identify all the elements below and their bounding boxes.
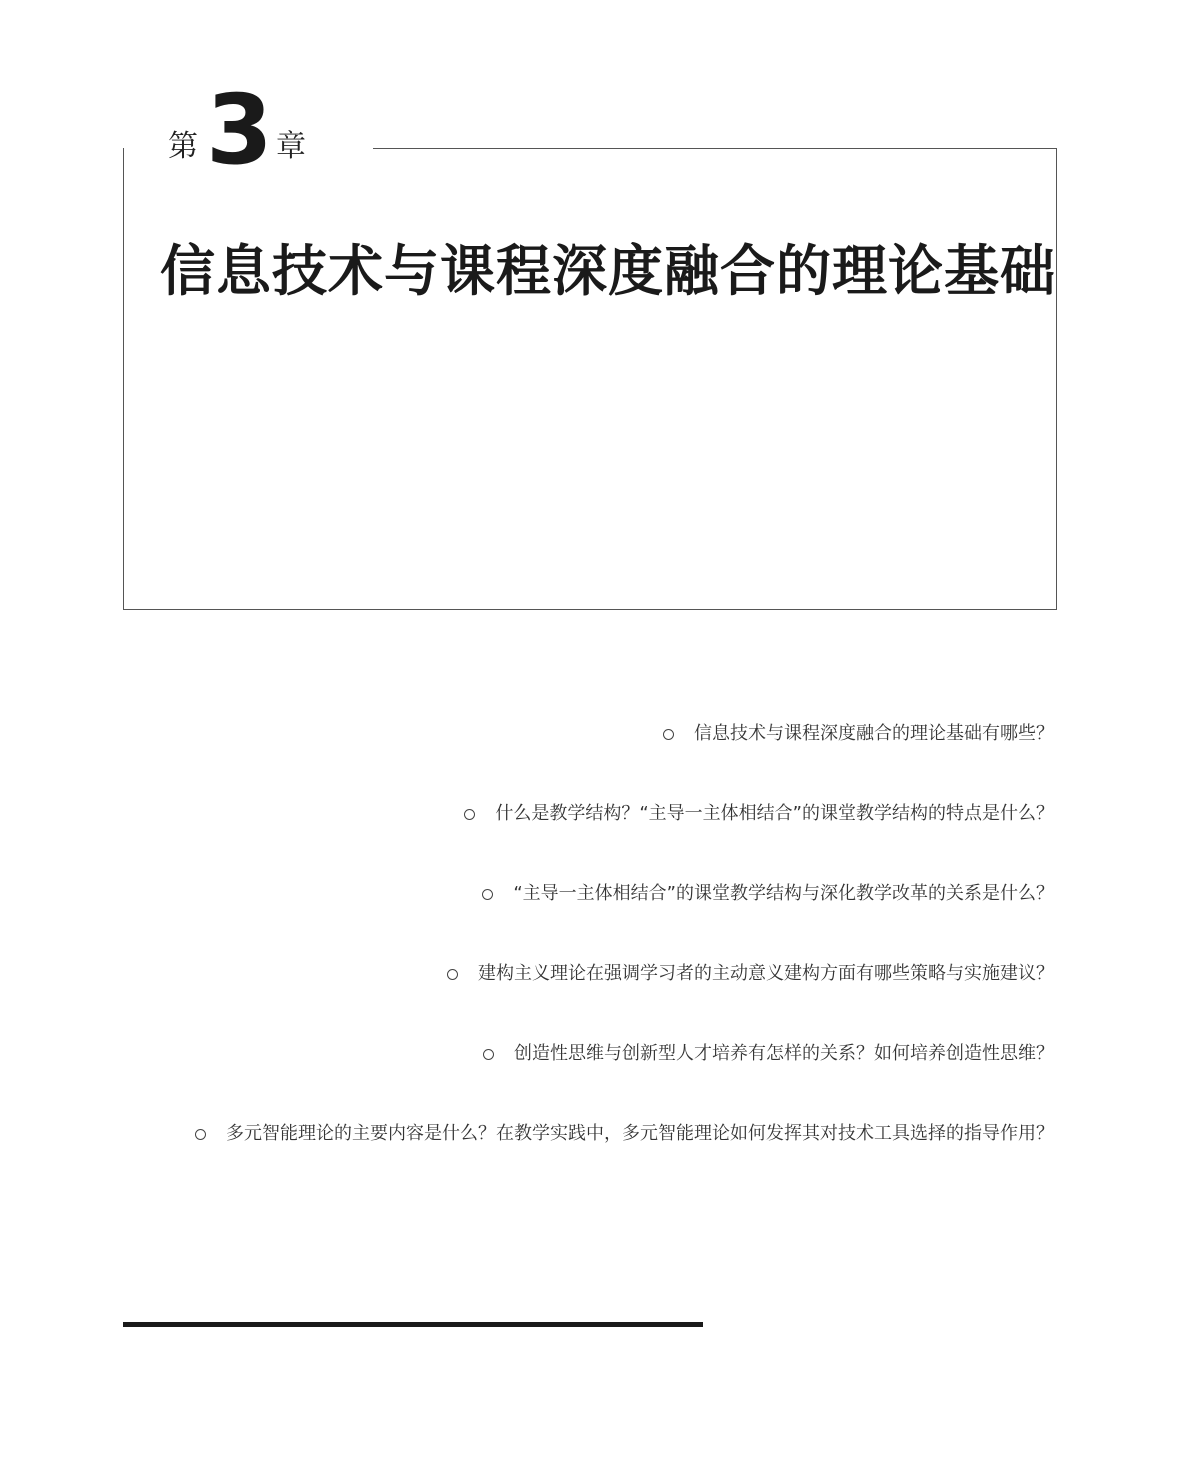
circle-bullet-icon (482, 889, 493, 900)
chapter-label (140, 74, 360, 186)
frame-top-line (373, 148, 1057, 149)
circle-bullet-icon (483, 1049, 494, 1060)
question-item (94, 876, 1054, 912)
question-item (94, 716, 1054, 752)
chapter-title: 信息技术与课程深度融合的理论基础 (160, 239, 1057, 303)
question-text: “主导一主体相结合”的课堂教学结构与深化教学改革的关系是什么？ (513, 883, 1054, 904)
chapter-suffix: 章 (276, 129, 306, 164)
circle-bullet-icon (464, 809, 475, 820)
circle-bullet-icon (447, 969, 458, 980)
chapter-frame (123, 148, 1057, 610)
chapter-number: 3 (206, 74, 271, 186)
question-item (94, 796, 1054, 832)
question-text: 建构主义理论在强调学习者的主动意义建构方面有哪些策略与实施建议？ (478, 963, 1054, 984)
circle-bullet-icon (663, 729, 674, 740)
question-item (94, 1036, 1054, 1072)
question-item (94, 956, 1054, 992)
question-text: 信息技术与课程深度融合的理论基础有哪些？ (694, 723, 1054, 744)
question-list (94, 716, 1054, 1196)
question-text: 创造性思维与创新型人才培养有怎样的关系？如何培养创造性思维？ (514, 1043, 1054, 1064)
question-text: 什么是教学结构？“主导一主体相结合”的课堂教学结构的特点是什么？ (495, 803, 1054, 824)
question-text: 多元智能理论的主要内容是什么？在教学实践中，多元智能理论如何发挥其对技术工具选择的指导作用？ (226, 1123, 1054, 1144)
circle-bullet-icon (195, 1129, 206, 1140)
question-item (94, 1116, 1054, 1152)
bottom-rule (123, 1322, 703, 1327)
chapter-prefix: 第 (168, 129, 198, 164)
